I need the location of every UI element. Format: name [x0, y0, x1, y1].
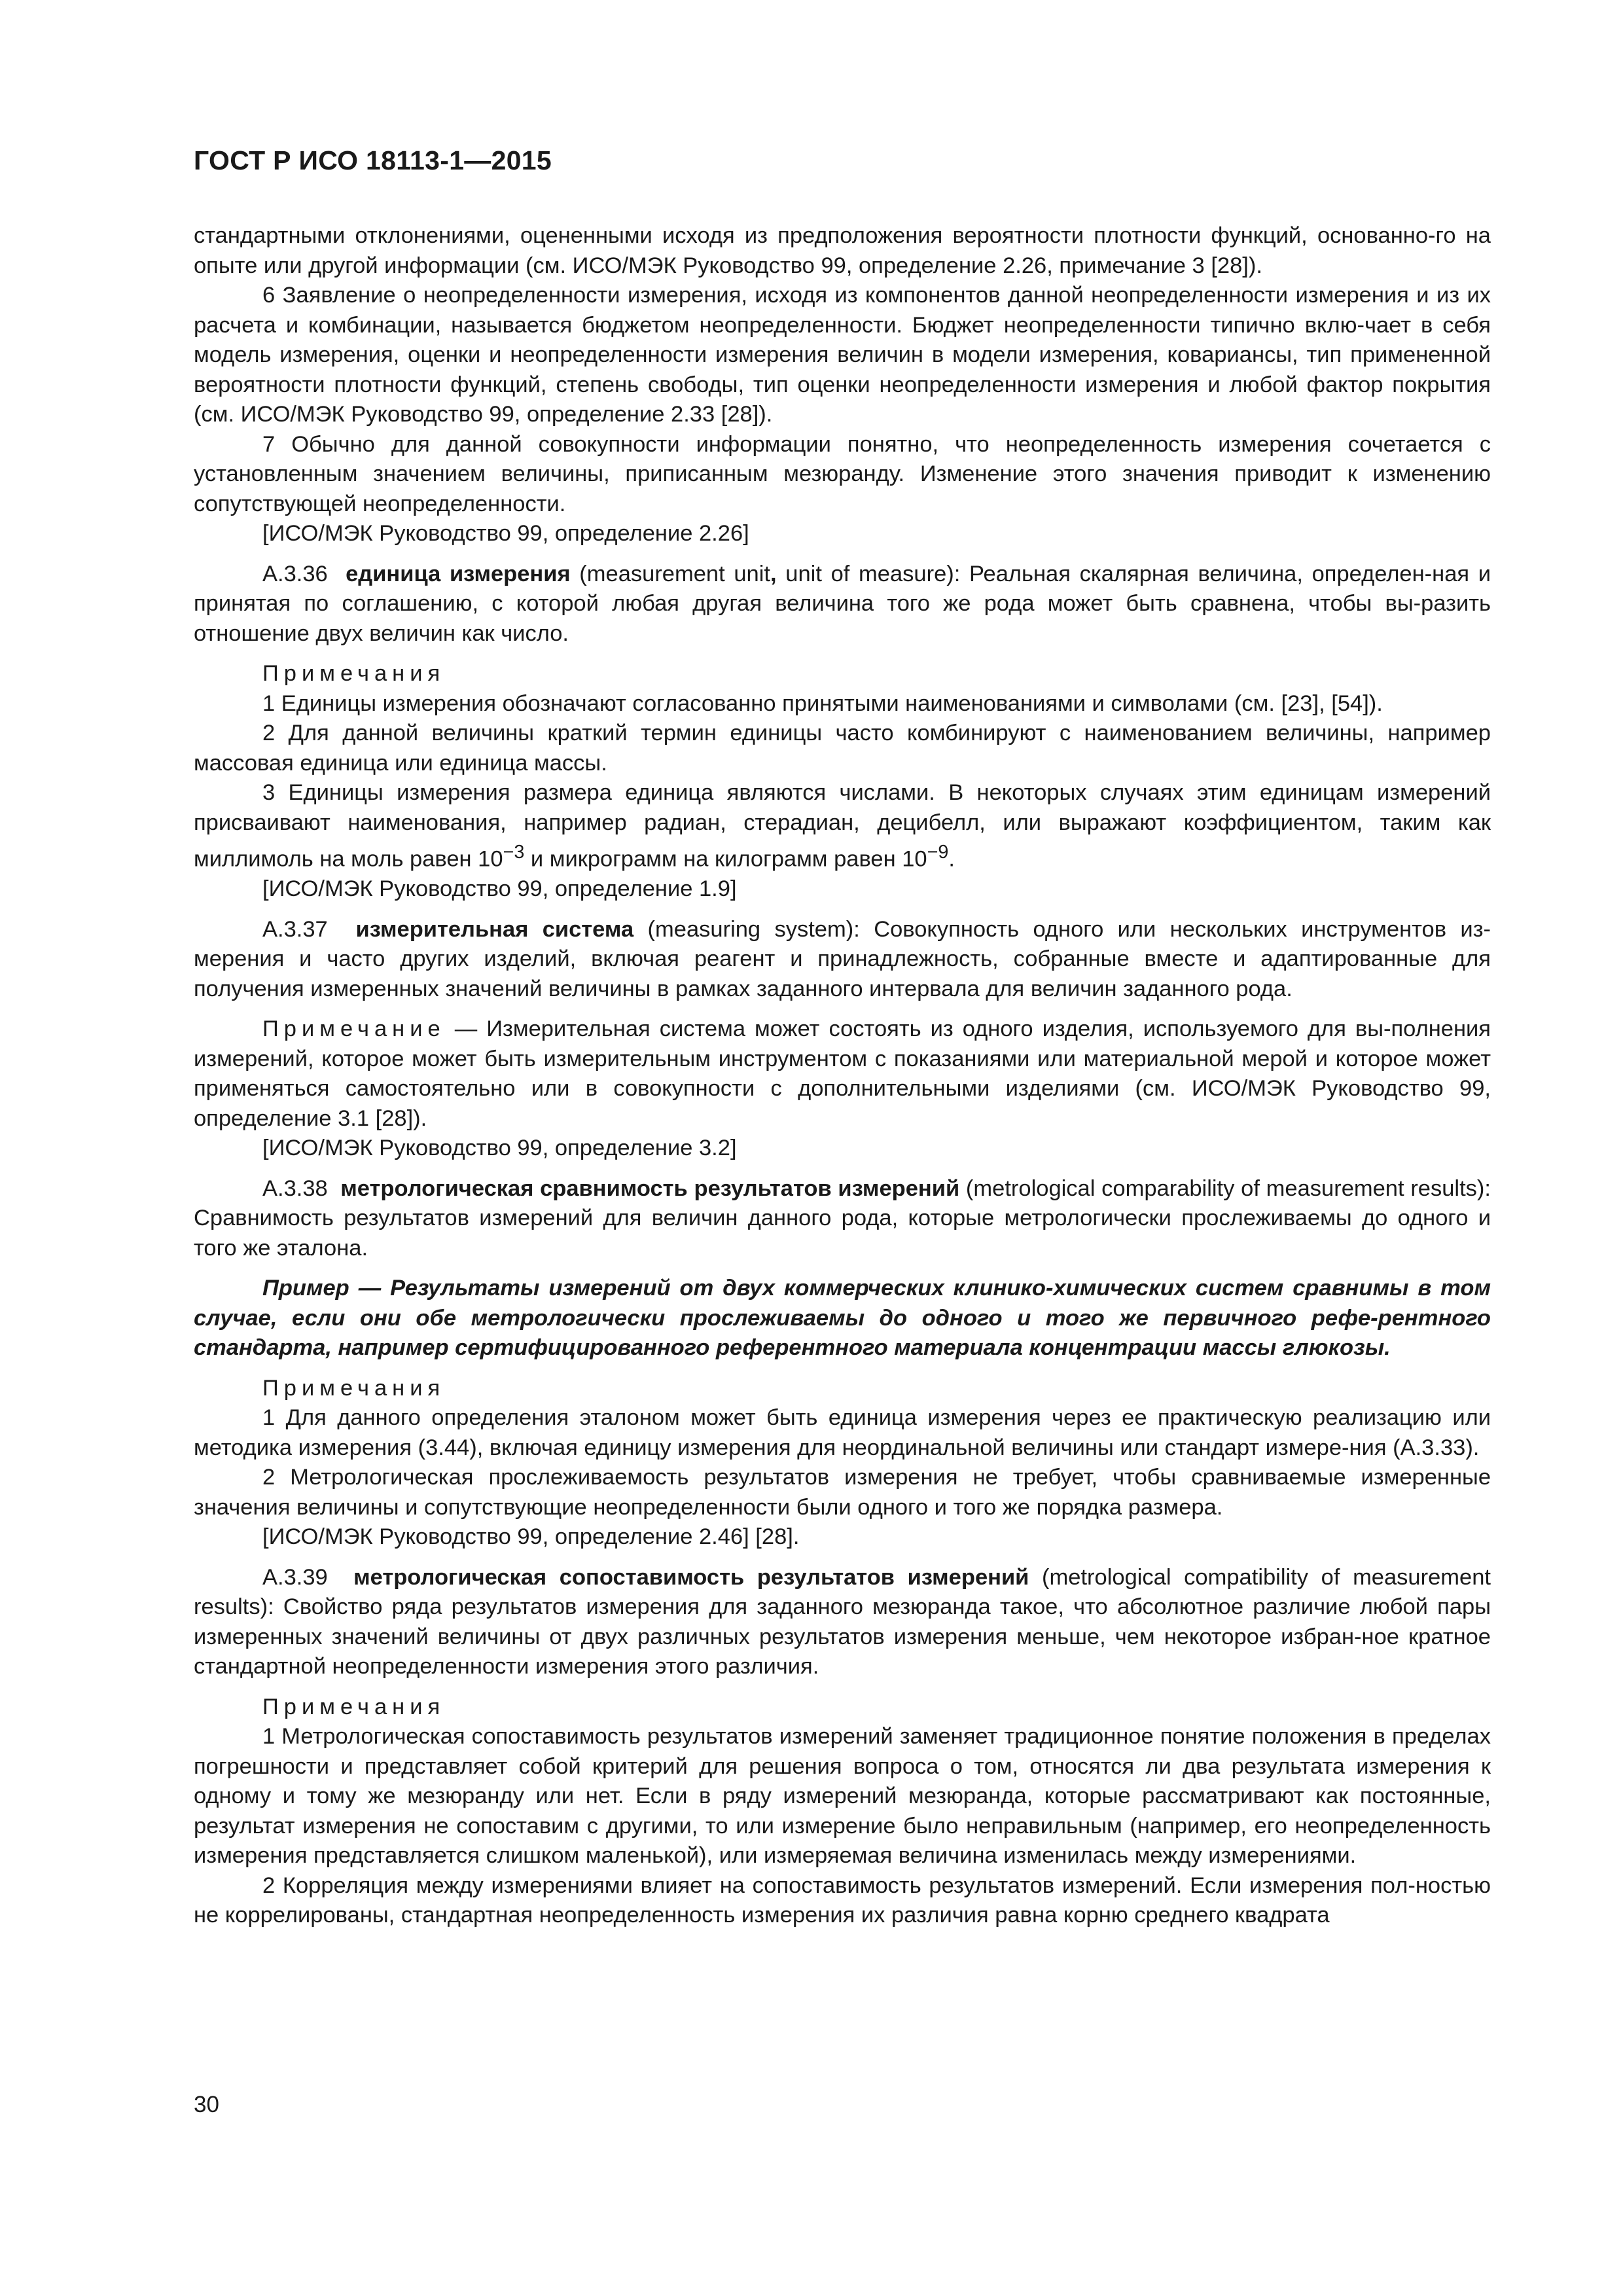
definition-a336: А.3.36 единица измерения (measurement unit, unit of measure): Реальная скалярная величина, определен-ная и принятая по соглашению, с которой любая другая величина того же рода может быть сравнена, чтобы вы-разить отношение двух величин как число. [194, 561, 1491, 646]
reference: [ИСО/МЭК Руководство 99, определение 1.9] [262, 876, 737, 901]
term: метрологическая сопоставимость результатов измерений [353, 1564, 1029, 1590]
term-english: (measuring system): [647, 916, 860, 942]
document-body [194, 221, 1491, 1931]
reference: [ИСО/МЭК Руководство 99, определение 2.26] [262, 521, 749, 546]
notes-heading: Примечания [262, 661, 446, 686]
note-1: 1 Единицы измерения обозначают согласованно принятыми наименованиями и символами (см. [23], [54]). [262, 691, 1383, 716]
note-2: 2 Метрологическая прослеживаемость результатов измерения не требует, чтобы сравниваемые измеренные значения величины и сопутствующие неопределенности были одного и того же порядка размера. [194, 1465, 1491, 1520]
clause-number: А.3.36 [262, 561, 328, 586]
definition-text: Свойство ряда результатов измерения для заданного мезюранда такое, что абсолютное различие любой пары измеренных значений величины от двух различных результатов измерения меньше, чем некоторое избран-ное кратное стандартной неопределенности измерения этого различия. [194, 1594, 1491, 1679]
notes-heading: Примечания [262, 1694, 446, 1719]
term-english: (measurement unit [579, 561, 770, 586]
note-a337 [194, 1014, 1491, 1134]
term-english: (metrological compatibility of measurement results): [194, 1564, 1491, 1619]
term: измерительная система [355, 916, 634, 942]
document-header: ГОСТ Р ИСО 18113-1—2015 [194, 145, 552, 175]
clause-number: А.3.39 [262, 1564, 328, 1590]
clause-number: А.3.37 [262, 916, 328, 942]
note-label: Примечание [262, 1016, 446, 1041]
definition-text: Сравнимость результатов измерений для величин данного рода, которые метрологически прослеживаемы до одного и того же эталона. [194, 1206, 1491, 1261]
note-3 [194, 778, 1491, 874]
term: единица измерения [346, 561, 571, 586]
paragraph-continuation: стандартными отклонениями, оцененными исходя из предположения вероятности плотности функций, основанно-го на опыте или другой информации (см. ИСО/МЭК Руководство 99, определение 2.26, примечание 3 [28]). [194, 223, 1491, 278]
note-2: 2 Корреляция между измерениями влияет на сопоставимость результатов измерений. Если измерения пол-ностью не коррелированы, стандартная неопределенность измерения их различия равна корню среднего квадрата [194, 1873, 1491, 1928]
note-6: 6 Заявление о неопределенности измерения, исходя из компонентов данной неопределенности измерения и из их расчета и комбинации, называется бюджетом неопределенности. Бюджет неопределенности типично вклю-чает в себя модель измерения, оценки и неопределенности измерения величин в модели измерения, ковариансы, тип примененной вероятности плотности функций, степень свободы, тип оценки неопределенности измерения и любой фактор покрытия (см. ИСО/МЭК Руководство 99, определение 2.33 [28]). [194, 283, 1491, 427]
example: Пример — Результаты измерений от двух коммерческих клинико-химических систем сравнимы в том случае, если они обе метрологически прослеживаемы до одного и того же первичного рефе-рентного стандарта, например сертифицированного референтного материала концентрации массы глюкозы. [194, 1276, 1491, 1360]
term-english: (metrological comparability of measurement results): [965, 1175, 1491, 1201]
definition-text: Реальная скалярная величина, определен-ная и принятая по соглашению, с которой любая другая величина того же рода может быть сравнена, чтобы вы-разить отношение двух величин как число. [194, 561, 1491, 646]
reference: [ИСО/МЭК Руководство 99, определение 3.2] [262, 1136, 737, 1160]
note-7: 7 Обычно для данной совокупности информации понятно, что неопределенность измерения сочетается с установленным значением величины, приписанным мезюранду. Изменение этого значения приводит к изменению сопутствующей неопределенности. [194, 431, 1491, 516]
clause-number: А.3.38 [262, 1175, 328, 1201]
note-2: 2 Для данной величины краткий термин единицы часто комбинируют с наименованием величины, например массовая единица или единица массы. [194, 721, 1491, 776]
note-text: 3 Единицы измерения размера единица являются числами. В некоторых случаях этим единицам измерений присваивают наименования, например радиан, стерадиан, децибелл, или выражают коэффициентом, таким как миллимоль на моль равен 10 [194, 780, 1491, 872]
notes-heading: Примечания [262, 1375, 446, 1401]
page-number: 30 [194, 2092, 219, 2117]
note-text: — Измерительная система может состоять из одного изделия, используемого для вы-полнения измерений, которое может быть измерительным инструментом с показаниями или материальной мерой и которое может применяться самостоятельно или в совокупности с дополнительными изделиями (см. ИСО/МЭК Руководство 99, определение 3.1 [28]). [194, 1016, 1491, 1131]
term: метрологическая сравнимость результатов измерений [340, 1175, 960, 1201]
note-text: и микрограмм на килограмм равен 10 [524, 846, 927, 872]
superscript: −3 [503, 842, 525, 863]
definition-a339 [194, 1563, 1491, 1682]
note-1: 1 Для данного определения эталоном может быть единица измерения через ее практическую реализацию или методика измерения (3.44), включая единицу измерения для неординальной величины или стандарт измере-ния (А.3.33). [194, 1405, 1491, 1460]
definition-text: Совокупность одного или нескольких инструментов из-мерения и часто других изделий, включая реагент и принадлежность, собранные вместе и адаптированные для получения измеренных значений величины в рамках заданного интервала для величин заданного рода. [194, 916, 1491, 1001]
definition-a337 [194, 915, 1491, 1005]
term-english-alt: unit of measure): [785, 561, 961, 586]
note-text: . [948, 846, 955, 872]
reference: [ИСО/МЭК Руководство 99, определение 2.46] [28]. [262, 1524, 800, 1549]
superscript: −9 [927, 842, 949, 863]
note-1: 1 Метрологическая сопоставимость результатов измерений заменяет традиционное понятие положения в пределах погрешности и представляет собой критерий для решения вопроса о том, относятся ли два результата измерения к одному и тому же мезюранду или нет. Если в ряду измерений мезюранда, которые рассматривают как постоянные, результат измерения не сопоставим с другими, то или измерение было неправильным (например, его неопределенность измерения представляется слишком маленькой), или измеряемая величина изменилась между измерениями. [194, 1724, 1491, 1868]
definition-a338 [194, 1174, 1491, 1264]
